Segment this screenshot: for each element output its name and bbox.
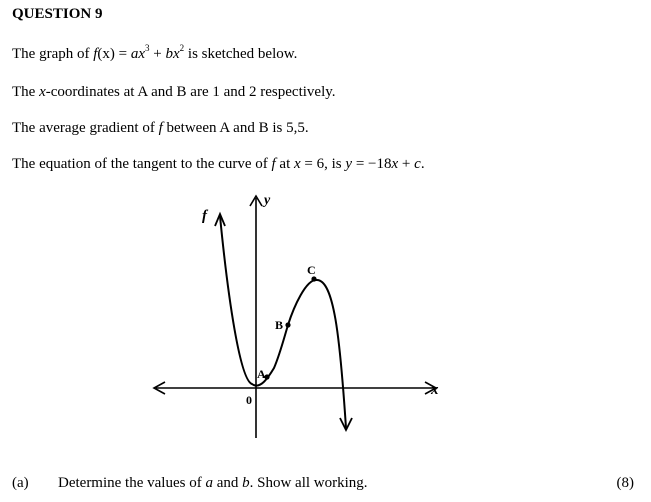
coefficient-a: a	[130, 46, 139, 62]
subquestion-text-part: and	[212, 475, 243, 491]
x-value: = 6	[300, 156, 325, 172]
function-statement	[12, 43, 298, 63]
argument-x: (x)	[97, 46, 115, 62]
point-b-marker	[285, 322, 290, 327]
point-b-label: B	[275, 318, 284, 332]
point-c-marker	[311, 276, 316, 281]
statement-text: , is	[324, 156, 346, 172]
subquestion-label: (a)	[12, 475, 29, 491]
variable-y: y	[345, 156, 353, 172]
statement-text: The graph of	[12, 46, 94, 62]
exponent-2: 2	[179, 43, 185, 53]
exponent-3: 3	[145, 43, 150, 53]
variable-x: x	[138, 46, 146, 62]
marks-allocation: (8)	[616, 475, 634, 491]
plus-sign: +	[149, 46, 166, 62]
statement-text: The average gradient of	[12, 120, 159, 136]
statement-text: -coordinates at A and B are 1 and 2 respectively.	[45, 84, 336, 100]
f-symbol: f	[93, 46, 98, 62]
origin-label: 0	[246, 393, 252, 407]
tangent-statement	[12, 156, 425, 173]
f-symbol: f	[158, 120, 163, 136]
variable-x: x	[39, 84, 46, 100]
coefficient-b: b	[242, 475, 250, 491]
statement-text: at	[275, 156, 294, 172]
function-graph	[140, 188, 460, 438]
curve-label: f	[202, 208, 207, 224]
x-axis-label: x	[431, 382, 439, 398]
period: .	[420, 156, 425, 172]
point-c-label: C	[307, 263, 316, 277]
statement-text: between A and B is 5,5.	[162, 120, 309, 136]
statement-text: is sketched below.	[184, 46, 298, 62]
coefficient-a: a	[205, 475, 213, 491]
variable-x: x	[294, 156, 301, 172]
subquestion-text	[58, 475, 368, 492]
f-symbol: f	[271, 156, 276, 172]
y-axis-label: y	[264, 193, 271, 208]
point-a-label: A	[257, 367, 266, 381]
coordinates-statement	[12, 84, 336, 101]
subquestion-text-part: . Show all working.	[249, 475, 368, 491]
variable-x: x	[391, 156, 399, 172]
question-title: QUESTION 9	[12, 6, 103, 22]
statement-text: The	[12, 84, 40, 100]
constant-c: c	[414, 156, 421, 172]
variable-x: x	[173, 46, 180, 62]
gradient-statement	[12, 120, 309, 137]
equals-sign: =	[114, 46, 131, 62]
tangent-slope: = −18	[352, 156, 392, 172]
plus-sign: +	[398, 156, 415, 172]
coefficient-b: b	[165, 46, 173, 62]
statement-text: The equation of the tangent to the curve of	[12, 156, 272, 172]
subquestion-text-part: Determine the values of	[58, 475, 206, 491]
